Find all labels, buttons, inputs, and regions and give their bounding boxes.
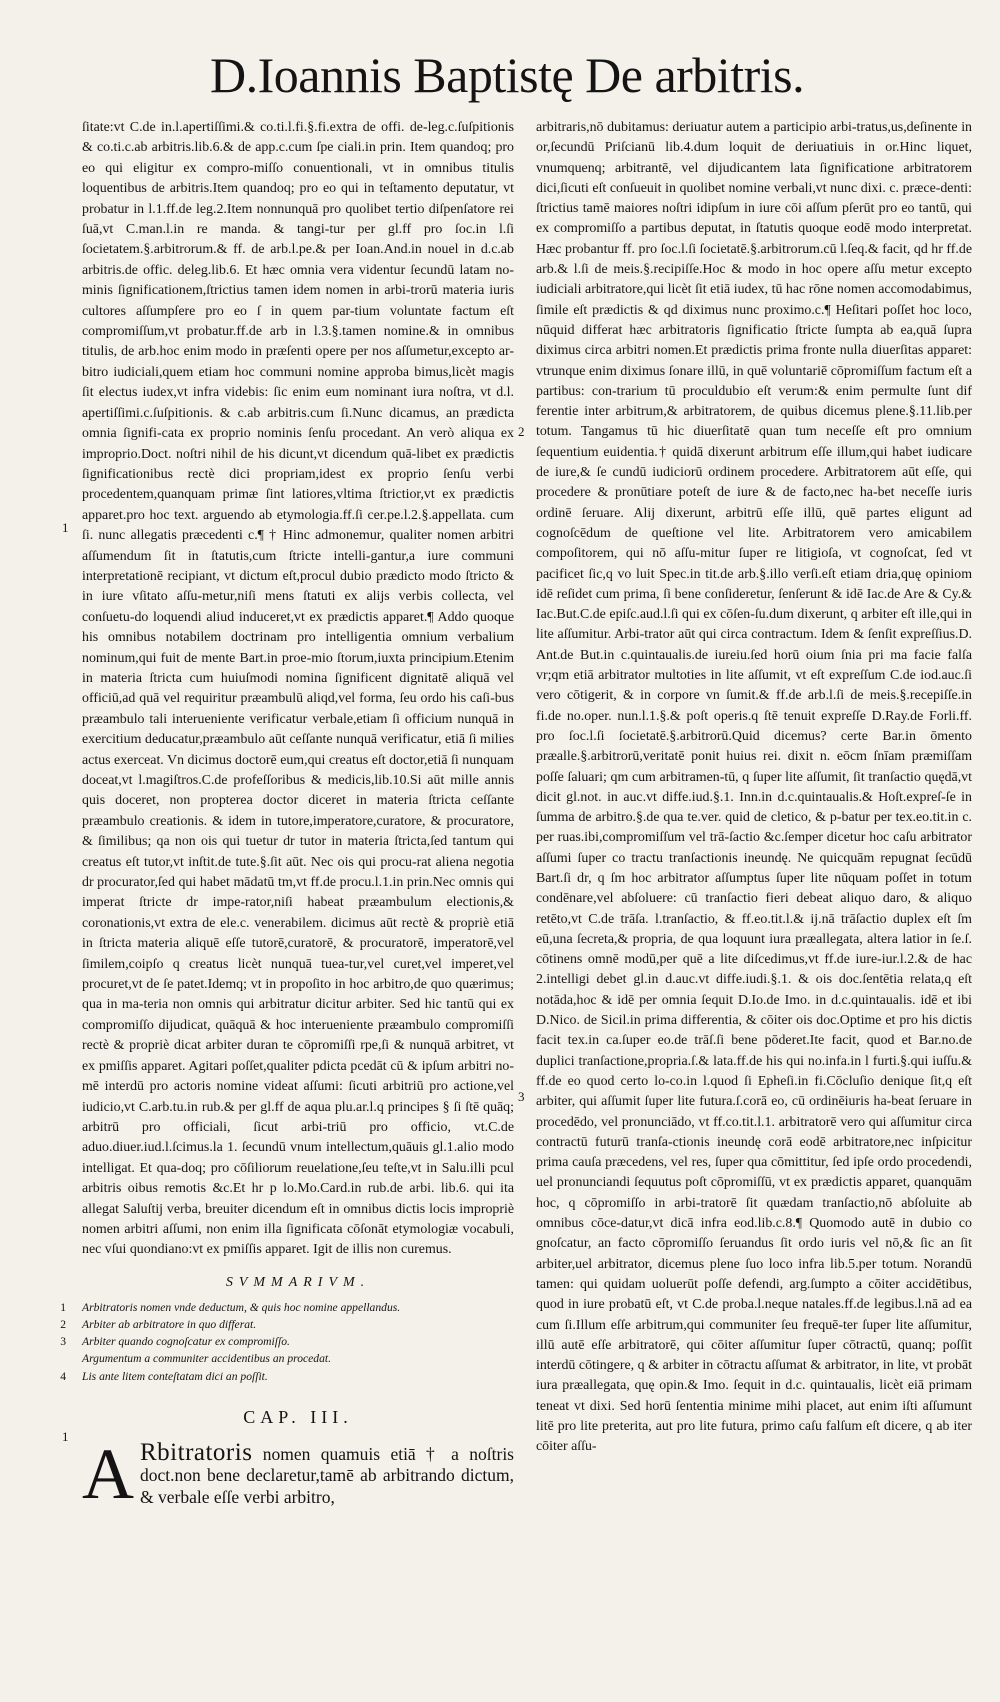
summary-item-text: Lis ante litem conteſtatam dici an poſſit. — [82, 1369, 268, 1383]
summary-item-text: Arbitratoris nomen vnde deductum, & quis hoc nomine appellandus. — [82, 1300, 401, 1314]
right-column-text: arbitraris,nō dubitamus: deriuatur autem a participio arbi-tratus,us,deſinente in or,ſecundū Priſcianū lib.4.dum loquit de deriuatiuis in or.Hinc liquet, vnumquenq; arbitrantē, vel dijudicantem lata ſignificatione arbitratorem dici,ſicuti eſt conſueuit in quolibet nomine verbali,vt nunc dixi. c. præce-denti: ſtrictius tamē maiores noſtri idipſum in iure cōi aſſum pſerūt pro eo tantū, qui ex compromiſſo a partibus deputat, in ſtatutis quoque eodē modo interpretat. Hæc probantur ff. pro ſoc.l.ſi ſocietatē.§.arbitrorum.cū l.ſeq.& facit, qd hr ff.de arb.& l.ſi de meis.§.recipiſſe.Hoc & modo in hoc opere aſſu metur excepto iudiciali arbitratore,qui licèt ſit etiā iudex, tū hac rōne nomen accomodabimus, ſimile eſt prædictis & qd diximus nunc proximo.c.¶ Heſitari poſſet hoc loco, nūquid differat hæc arbitratoris ſignificatio ſtricte ſumpta ab ea,quā ſupra diximus circa arbitri nomen.Et prædictis prima fronte nulla diuerſitas apparet: vtrunque enim diximus ſonare illū, in quē voluntariē cōpromiſſum factum eſt a partibus: con-trarium tū proculdubio eſt verum:& enim permulte ſunt dif ferentie inter arbitrum,& arbitratorem, de quibus dicemus plene.§.11.lib.per totum. Tangamus tū hic diuerſitatē quan tum neceſſe eſt pro omnium ſequentium euidentia.† quidā dixerunt arbitrum eſſe illum,qui habet iudicare de iure,& ſe cundū iudiciorū ordinem procedere. Arbitratorem aūt eſſe, qui procedere & pronūtiare poteſt de iure & de facto,nec ha-bet neceſſe iuris ordinē ſeruare. Alij dixerunt, arbitrū eſſe illū, quē partes eligunt ad cognoſcēdum de queſtione vel lite. Arbitratorem vero amicabilem compoſitorem, qui nō aſſu-mitur ſuper re litigioſa, vt cognoſcat, ſed vt pacificet ſic,q vo luit Spec.in tit.de arb.§.illo verſi.eſt etiam dria,quę opiniom idē reſidet cum prima, ſi bene conſideretur, ſenſerunt & idē Iac.de Are & Cy.& Iac.But.C.de epiſc.aud.l.ſi qui ex cōſen-ſu.dum dixerunt, q arbiter eſt ille,qui in lite aſſumitur. Arbi-trator aūt qui circa contractum. Idem & ſenſit expreſſius.D. Ant.de But.in c.quintaualis.de iureiu.ſed horū oium ſnia pri ma facie falſa vr;qm etiā arbitrator multoties in lite aſſumit, vt eſt expreſſum C.de iod.auc.ſi vero cōtigerit, & in corpore vn ſumit.& ff.de arb.l.ſi de meis.§.recepiſſe.in fi.de no.oper. nun.l.1.§.& poſt operis.q ſtē tenuit expreſſe D.Ray.de Forli.ff. pro ſoc.l.ſi ſocietatē.§.arbitrorū.Quid dicemus? certe Bar.in ōmento præalle.§.arbitrorū,veritatē ponit huius rei. dixit n. eōcm ſnīam præmiſſam poſſe ſaluari; qm cum arbitramen-tū, q ſuper lite aſſumit, ſit tranſactio quędā,vt dicit gl.not. in auc.vt diffe.iud.§.1. Inn.in d.c.quintaualis.& Hoſt.expreſ-ſe in ſumma de arbitro.§.de qua te.ver. quid de cletico, & p-batur per tex.eo.tit.in c. per ruas.ibi,compromiſſum vel trā-ſactio &c.ſemper dicetur hoc caſu arbitrator aſſumi ſuper co tractu tranſactionis ineundę. Ne quicquām repugnat ſecūdū Bart.ſi dr, q ſm hoc arbitrator aſſumptus ſuper lite nūquam poſſet in totum condēnare,vel abſoluere: cū tranſactio fieri debeat aliquo daro, & aliquo retēto,vt C.de trāſa. l.tranſactio, & ff.eo.tit.l.& ij.nā trāſactio duplex eſt ſm eū,una ſecreta,& propria, de qua loquunt iura præallegata, altera latior in ſe.ſ. cōtinens omnē modū,per quē a lite diſcedimus,vt ff.de iure-iur.l.2.& de hac 2.intelligi debet gl.in d.auc.vt diffe.iudi.§.1. & ois doc.ſentētia relata,q eſt notāda,hoc & idē per omnia ſequit D.Io.de Imo. in d.c.quintaualis. idē et ibi D.Nico. de Sicil.in prima differentia, & cōiter ois doc.Optime et pro his dictis facit tex.in ca.ſuper eo.de trāſ.ſi bene pōderet.Ite facit, quod et Bar.no.de duplici tranſactione,propria.ſ.& lata.ff.de his qui no.infa.in l furti.§.qui iuſſu.& ff.de eo quod certo lo-co.in l.quod ſi Epheſi.in fi.Cōcluſio denique ſit,q eſt arbiter, qui aſſumit ſuper lite futura.ſ.corā eo, cū ordinēiuris ha-beat ſeruare in procedēdo, vel pronunciādo, vt ff.co.tit.l.1. arbitratorē vero qui aſſumitur circa contractū futurū tranſa-ctionis ineundę corā eodē arbitratore,nec inſpicitur prima cauſa præcedens, vel res, ſuper qua cōmittitur, ſed ipſe ordo procedendi, uel pronunciandi ſequutus poſt cōpromiſſū, vt ex prædictis apparet, quanquām hoc, q cōpromiſſo in arbi-tratorē ſit quædam tranſactio,nō abſoluite ab omnibus cōce-datur,vt dicā infra eod.lib.c.8.¶ Quomodo autē in dubio co gnoſcatur, an facto cōpromiſſo ſeruandus ſit ordo iuris vel nō,& ſic an ſit arbiter,uel arbitrator, dicemus plene ſuo loco infra lib.5.per totum. Norandū tamen: qui quidam uoluerūt poſſe defendi, arg.ſumpto a cōiter accidētibus, quod in iure probatū eſt, vt C.de proba.l.neque natales.ff.de legibus.l.nā ad ea cum ſi.Illum eſſe arbitrum,qui communiter ſeu frequē-ter ſuper lite aſſumitur, illū autē eſſe arbitratorē, qui cōiter aſſumitur ſuper cōtractū, quanq; poſſit interdū cōtingere, q & arbiter in cōtractu aſſumat & arbitrator, in lite, vt probāt iura præallegata, quę opin.& Imo. ſequit in d.c. quintaualis, licèt eiā primam teneat vt dixi. Sed horū ſententia minime mihi placet, aut enim iſti aſſumunt litē pro lite preterita, aut pro lite futura, primo caſu falſum eſt dicere, q ab iter cōiter aſſu- — [536, 120, 972, 1455]
summary-item — [60, 1333, 514, 1350]
summary-item — [60, 1316, 514, 1333]
summary-heading: SVMMARIVM. — [225, 1274, 371, 1290]
summary-item-number: 2 — [60, 1317, 66, 1331]
summary-item — [60, 1368, 514, 1385]
right-column — [536, 118, 972, 1458]
running-head: D.Ioannis Baptistę De arbitris. — [210, 47, 805, 103]
summary-item-number: 3 — [60, 1335, 66, 1349]
summary-item-number: 4 — [60, 1369, 66, 1383]
left-column-text: ſitate:vt C.de in.l.apertiſſimi.& co.ti.l.fi.§.fi.extra de offi. de-leg.c.ſuſpitionis & co.ti.c.ab arbitris.lib.6.& de app.c.cum ſpe ciali.in prin. Item quandoq; pro eo qui eligitur ex compro-miſſo conuentionali, vt in omnibus titulis loquentibus de arbitris.Item quandoq; pro eo qui in teſtamento deputatur, vt probatur in l.1.ff.de leg.2.Item nonnunquā pro quolibet tertio diſpenſatore rei ſuā,vt C.man.l.in re manda. & tangi-tur per gl.ff pro ſoc.in l.ſi ſocietatem.§.arbitrorum.& ff. de arb.l.pe.& per Ioan.And.in nouel in d.c.ab arbitris.de offic. deleg.lib.6. Et hæc omnia vera videntur ſecundū latam no-minis ſignificationem,ſtrictius tamen idem nomen in arbi-trorū materia iuris cultores aſſumpſere pro eo ſ in quem par-tium voluntate factum eſt compromiſſum,vt probatur.ff.de arb in l.3.§.tamen nomine.& in omnibus titulis, de arb.hoc enim modo in præſenti opere per nos aſſumetur,excepto ar-bitro iudiciali,quem etiam hoc communi nomine approba bimus,licèt magis ſit electus iudex,vt infra videbis: ſic enim eum nominant iura noſtra, vt d.l. apertiſſimi.c.ſuſpitionis. & c.ab arbitris.cum ſi.Nunc dicamus, an prædicta omnia ſignifi-cata ex proprio nominis ſenſu procedant. An verò aliqua ex improprio.Doct. noſtri nihil de his dicunt,vt dicendum quā-libet ex prædictis ſignificationibus rectè dici propriam,idest ex proprio ſenſu verbi procedentem,quanquam primæ ſint latiores,vltima ſtrictior,vt ex prædictis apparet.pro hoc text. arguendo ab etymologia.ff.ſi cer.pe.l.2.§.appellata. cum ſi. nunc allegatis præcedenti c.¶ † Hinc admonemur, qualiter nomen arbitri aſſumendum ſit in ſtatutis,cum ſtricte intelli-gantur,a iure communi interpretationē recipiant, vt dictum eſt,procul dubio prædicto modo ſtricto & in iure vſitato aſſu-metur,niſi mens ſtatuti ex alijs verbis collecta, vel conſuetu-do loquendi aliud induceret,vt ex prædictis apparet.¶ Addo quoque his omnibus notabilem doctrinam pro intelligentia omnium verbalium nominum,qui fuit de mente Bart.in proe-mio ſtorum,iuxta principium.Etenim in materia ſtricta cum huiuſmodi nomina ſignificent dignitatē aliquā vel officiū,ad quā vel requiritur præambulū aliqd,vel forma, ſeu ordo his caſi-bus præambulo tali interueniente verificatur verbale,etiam ſi officium nunquā in exercitium deducatur,præambulo aūt ceſſante nunquā verificatur, etiā ſi milies actus exerceat. Vn dicimus doctorē eum,qui creatus eſt doctor,etiā ſi nunquam doceat,vt l.magiſtros.C.de profeſſoribus & medicis,lib.10.Si aūt mille annis quis doceret, non propterea doctor diceret in materia ſtricta ceſſante præambulo creationis. & idem in tutore,imperatore,curatore, & procuratore, & ſimilibus; qa non ois qui tuetur dr tutor in materia ſtricta,ſed tantum qui creatus eſt tutor,vt inſtit.de tute.§.ſit aūt. Nec ois qui procu-rat aliena negotia dr procurator,ſed qui habet mādatū tm,vt ff.de procu.l.1.in prin.Nec omnis qui imperat ſtricte dr impe-rator,niſi habeat præambulum electionis,& coronationis,vt extra de ele.c. venerabilem. dicimus aūt rectè & propriè etiā in ſtricta materia aliquē eſſe tutorē,curatorē, & procuratorē, imperatorē,vel ſimilem,coipſo q creatus licèt nunquā tuea-tur,vel curet,vel imperet,vel procuret,vt de ſe patet.Idemq; vt in propoſito in hoc arbitro,de quo quærimus; qua in ma-teria non omnis qui arbitratur dicitur arbiter. Sed hic tantū qui ex compromiſſo dijudicat, quāquā & hoc interueniente præambulo compromiſſi rectè & propriè dicat arbiter duran te cōpromiſſi rpe,ſi & nunquā arbitret, vt ex pmiſſis apparet. Agitari poſſet,qualiter pdicta pcedāt cū & ipſum arbitri no-mē interdū pro actoris nomine videat aſſumi: ſicuti arbitriū pro actione,vel iudicio,vt C.arb.tu.in rub.& per gl.ff de aqua plu.ar.l.q principes § ſi ſtē quāq; arbitrū pro officiali, ſicut arbi-triū pro officio, vt.C.de aduo.diuer.iud.l.ſcimus.la 1. ſecundū vnum intellectum,quāuis gl.1.alio modo intelligat. Et qua-doq; pro cōſiliorum reuelatione,ſeu teſte,vt in Salu.illi pcul arbitris oibus remotis &c.Et hr p lo.Mo.Card.in rub.de arbi. lib.6. qui ita allegat Saluſtij verba, breuiter dicendum eſt in omnibus dictis locis impropriè nomen arbitri aſſumi, non enim illa ſignificata cōſonāt etymologiæ vocabuli, nec vſui quondiano:vt ex pmiſſis apparet. Igit de illis non curemus. — [82, 120, 514, 1258]
chapter-opening — [82, 1433, 514, 1514]
summary-item-text: Arbiter quando cognoſcatur ex compromiſſo. — [82, 1335, 290, 1349]
summary-item — [82, 1350, 514, 1367]
chapter-opening-text: nomen quamuis etiā † a noſtris doct.non bene declaretur,tamē ab arbitrando dictum, & verbale eſſe verbi arbitro, — [140, 1443, 514, 1507]
margin-number: 1 — [62, 1429, 69, 1444]
summary-list — [60, 1299, 514, 1385]
drop-cap: A — [82, 1433, 134, 1514]
left-column — [60, 118, 514, 1514]
chapter-lead-word: Rbitratoris — [140, 1438, 253, 1466]
summary-item-text: Argumentum a communiter accidentibus an procedat. — [82, 1352, 332, 1366]
margin-number: 2 — [518, 424, 525, 439]
summary-item — [60, 1299, 514, 1316]
margin-number: 1 — [62, 520, 69, 535]
margin-number: 3 — [518, 1089, 525, 1104]
chapter-title: CAP. III. — [243, 1406, 353, 1427]
summary-item-number: 1 — [60, 1300, 66, 1314]
summary-item-text: Arbiter ab arbitratore in quo differat. — [82, 1317, 257, 1331]
